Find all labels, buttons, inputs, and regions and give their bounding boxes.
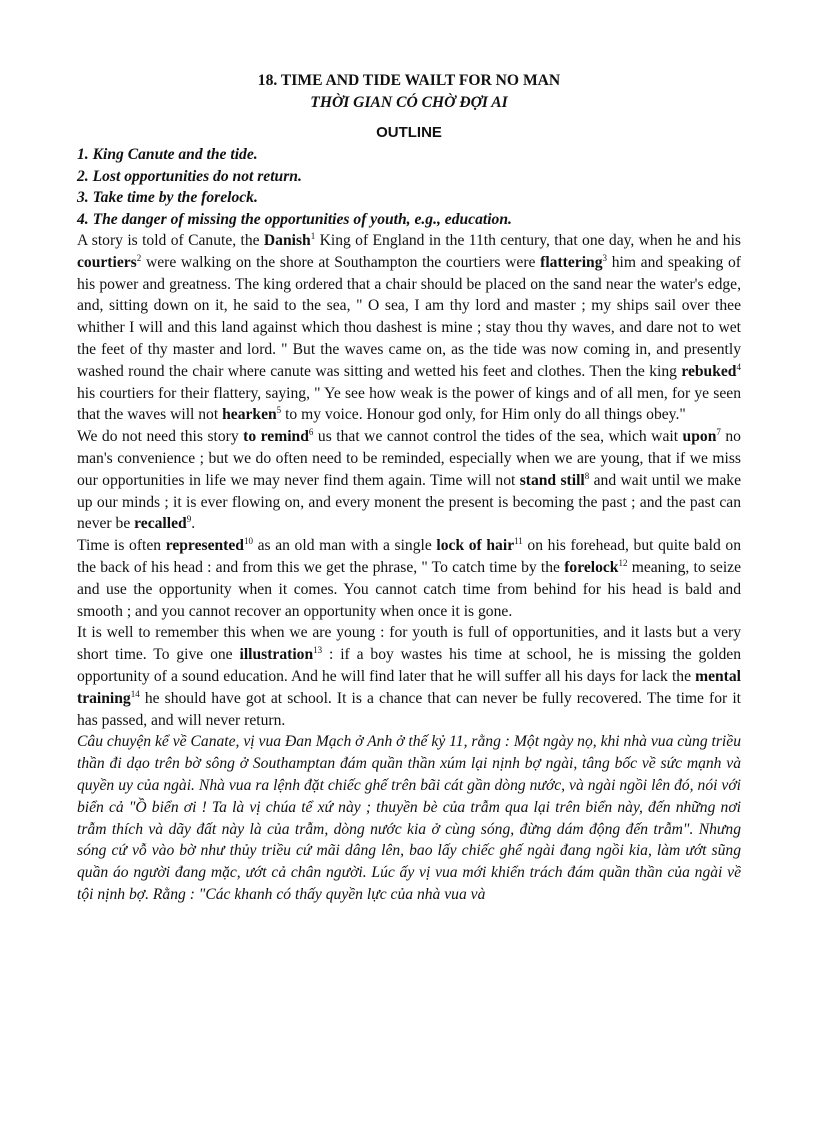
document-title: 18. TIME AND TIDE WAILT FOR NO MAN [257, 72, 561, 89]
footnote-marker: 4 [736, 361, 741, 372]
outline-heading: OUTLINE [376, 124, 442, 141]
footnote-marker: 1 [310, 231, 316, 241]
footnote-marker: 14 [130, 688, 140, 699]
vocab-term: lock of hair [436, 537, 515, 555]
outline-item: 1. King Canute and the tide. [77, 146, 258, 163]
vocab-term: flattering [540, 253, 603, 271]
document-page [77, 70, 741, 906]
paragraph-youth: It is well to remember this when we are young : for youth is full of opportunities, and it lasts but a very short time. To give one illustration$^{13}$ : if a boy wastes his time at school, he is missing the golden opportunity of a sound education. And he will find later that he will suffer all his days for lack the mental training$^{14}$ he should have got at school. It is a chance that can never be fully recovered. The time for it has passed, and will never return. [77, 624, 741, 729]
document-subtitle: THỜI GIAN CÓ CHỜ ĐỢI AI [310, 94, 508, 111]
footnote-marker: 8 [584, 470, 590, 481]
footnote-marker: 10 [243, 536, 253, 547]
outline-item: 4. The danger of missing the opportunities of youth, e.g., education. [77, 210, 512, 228]
vocab-term: illustration [239, 646, 314, 664]
footnote-marker: 7 [716, 427, 721, 438]
vocab-term: forelock [564, 558, 619, 576]
paragraph-lost-opportunities: We do not need this story to remind$^6$ us that we cannot control the tides of the sea, which wait upon$^7$ no man's convenience ; but we do often need to be reminded, especially when we are young, that if we miss our opportunities in life we may never find them again. Time will not stand still$^8$ and wait until we make up our minds ; it is ever flowing on, and every monent the present is becoming the past ; and the past can never be recalled$^9$. [77, 427, 742, 533]
vocab-term: hearken [222, 406, 277, 424]
outline-item: 3. Take time by the forelock. [77, 189, 258, 206]
footnote-marker: 2 [136, 252, 142, 263]
footnote-marker: 13 [313, 645, 323, 656]
vocab-term: courtiers [77, 253, 137, 271]
vocab-term: upon [682, 428, 717, 446]
vocab-term: to remind [243, 428, 309, 446]
outline-list [77, 144, 741, 230]
vocab-term: rebuked [681, 362, 737, 380]
vocab-term: recalled [134, 515, 187, 533]
footnote-marker: 11 [514, 536, 523, 547]
vocab-term: mental training [77, 667, 741, 707]
paragraph-canute-story: A story is told of Canute, the Danish$^1$ King of England in the 11th century, that one day, when he and his courtiers$^2$ were walking on the shore at Southampton the courtiers were flattering$^3$ him and speaking of his power and greatness. The king ordered that a chair should be placed on the sand near the water's edge, and, sitting down on it, he said to the sea, " O sea, I am thy lord and master ; my ships sail over thee whither I will and this land against which thou dashest is mine ; stay thou thy waves, and dare not to wet the feet of thy master and lord. " But the waves came on, as the tide was now coming in, and presently washed round the chair where canute was sitting and wetted his feet and clothes. Then the king rebuked$^4$ his courtiers for their flattery, saying, " Ye see how weak is the power of kings and of all men, for ye seen that the waves will not hearken$^5$ to my voice. Honour god only, for Him only do all things obey." [77, 231, 741, 424]
paragraph-forelock: Time is often represented$^{10}$ as an old man with a single lock of hair$^{11}$ on his forehead, but quite bald on the back of his head : and from this we get the phrase, " To catch time by the forelock$^{12}$ meaning, to seize and use the opportunity when it comes. You cannot catch time from behind for his head is bald and smooth ; and you cannot recover an opportunity when once it is gone. [77, 536, 741, 620]
footnote-marker: 6 [308, 427, 314, 438]
footnote-marker: 12 [618, 557, 628, 568]
paragraph-vietnamese-translation: Câu chuyện kể về Canate, vị vua Đan Mạch ở Anh ở thế kỷ 11, rằng : Một ngày nọ, khi nhà vua cùng triều thần đi dạo trên bờ sông ở Southamptan đám quần thần xúm lại nịnh bợ ngài, tâng bốc về sức mạnh và quyền uy của ngài. Nhà vua ra lệnh đặt chiếc ghế trên bãi cát gần dòng nước, và ngài ngồi lên đó, nói với biển cả "Ồ biển ơi ! Ta là vị chúa tể xứ này ; thuyền bè của trẫm qua lại trên biển này, đến những nơi trẫm thích và dãy đất này là của trẫm, dòng nước kia ở cùng sóng, đừng dám động đến trẫm". Nhưng sóng cứ vỗ vào bờ như thủy triều cứ mãi dâng lên, bao lấy chiếc ghế ngài đang ngồi kia, làm ướt sũng quần áo người đang mặc, ướt cả chân người. Lúc ấy vị vua mới khiển trách đám quần thần của ngài về tội nịnh bợ. Rằng : "Các khanh có thấy quyền lực của nhà vua và [77, 733, 741, 903]
vocab-term: represented [165, 537, 244, 555]
footnote-marker: 3 [602, 252, 608, 263]
outline-item: 2. Lost opportunities do not return. [77, 167, 302, 185]
vocab-term: stand still [519, 471, 585, 489]
vocab-term: Danish [263, 232, 311, 249]
footnote-marker: 5 [276, 405, 282, 416]
footnote-marker: 9 [186, 514, 192, 525]
